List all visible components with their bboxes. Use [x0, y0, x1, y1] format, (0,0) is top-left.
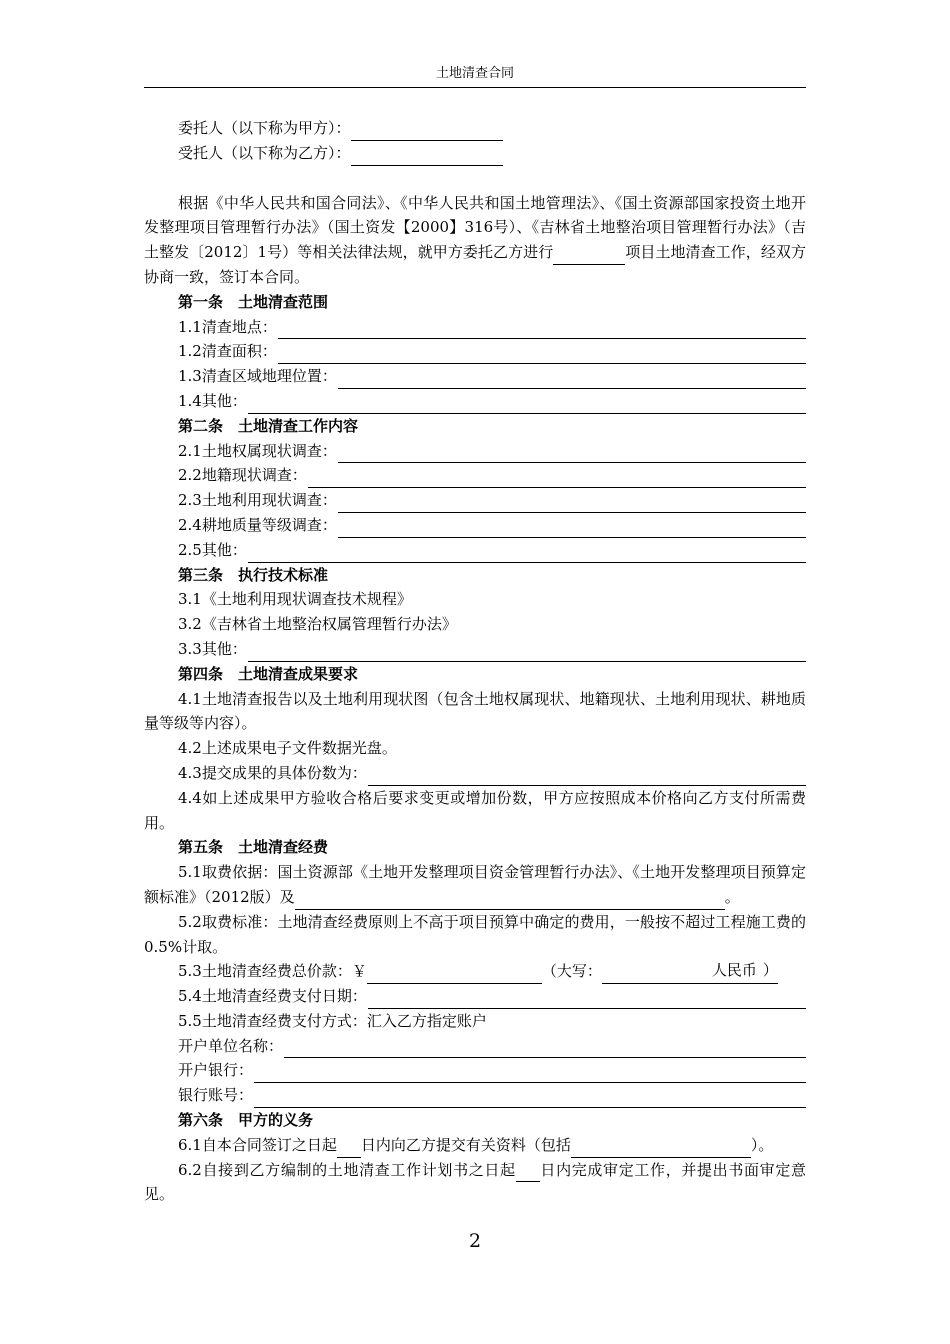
- article-3-heading: 第三条 执行技术标准: [178, 565, 329, 584]
- page-header: 土地清查合同: [435, 66, 514, 81]
- article-1-heading: 第一条 土地清查范围: [178, 292, 329, 311]
- days-blank: [516, 1163, 540, 1182]
- upper-case-label: （大写：: [541, 962, 602, 981]
- article-1-item: [144, 389, 806, 414]
- article-4-item: [144, 761, 806, 786]
- article-3-item: 3.1《土地利用现状调查技术规程》: [178, 590, 412, 609]
- fill-line: [338, 444, 806, 463]
- fill-line: [284, 1039, 806, 1058]
- fill-line: [248, 395, 806, 414]
- item-label: 6.2自接到乙方编制的土地清查工作计划书之日起: [178, 1160, 516, 1179]
- item-label: 1.3清查区域地理位置：: [178, 367, 337, 386]
- item-label: 开户银行：: [178, 1061, 254, 1080]
- article-2-item: [144, 439, 806, 464]
- article-6-item: [144, 1133, 806, 1158]
- page-number: 2: [468, 1230, 482, 1252]
- article-4-item: 4.2上述成果电子文件数据光盘。: [178, 739, 397, 758]
- fill-line: [338, 519, 806, 538]
- item-label: 2.3土地利用现状调查：: [178, 491, 337, 510]
- amount-blank: [367, 965, 542, 984]
- fill-line: [254, 1089, 806, 1108]
- project-name-blank: [553, 246, 625, 265]
- bank-line: [144, 1058, 806, 1083]
- fill-line: [278, 345, 806, 364]
- item-label: 开户单位名称：: [178, 1036, 284, 1055]
- item-label: 2.5其他：: [178, 540, 247, 559]
- fill-line: [308, 469, 806, 488]
- article-5-item-total: [144, 959, 806, 984]
- contractor-line: [144, 141, 806, 166]
- article-2-item: [144, 538, 806, 563]
- fill-line: [278, 320, 806, 339]
- fill-line: [254, 1064, 806, 1083]
- currency-unit: 人民币: [712, 958, 757, 984]
- item-end: 。: [724, 887, 740, 906]
- fill-line: [368, 990, 806, 1009]
- item-label: 5.1取费依据：国土资源部《土地开发整理项目资金管理暂行办法》、《土地开发整理项目预算定额标准》（2012版）及: [144, 863, 806, 906]
- item-label: 2.4耕地质量等级调查：: [178, 515, 337, 534]
- spacer: [144, 166, 806, 191]
- article-6-heading: 第六条 甲方的义务: [178, 1111, 314, 1130]
- article-1-item: [144, 339, 806, 364]
- article-6-item: [144, 1158, 806, 1208]
- article-4-item: 4.4如上述成果甲方验收合格后要求变更或增加份数，甲方应按照成本价格向乙方支付所需费用。: [144, 788, 806, 832]
- item-label: 日内向乙方提交有关资料（包括: [360, 1135, 571, 1154]
- article-2-heading: 第二条 土地清查工作内容: [178, 416, 359, 435]
- item-end: ）。: [750, 1135, 774, 1154]
- article-5-item-method: 5.5土地清查经费支付方式：汇入乙方指定账户: [178, 1011, 487, 1030]
- fill-line: [295, 891, 725, 910]
- article-3-item: 3.2《吉林省土地整治权属管理暂行办法》: [178, 615, 457, 634]
- item-label: 1.2清查面积：: [178, 342, 277, 361]
- article-5-item-basis: [144, 860, 806, 910]
- item-label: 银行账号：: [178, 1086, 254, 1105]
- header-rule: [144, 87, 806, 88]
- article-1-item: [144, 364, 806, 389]
- materials-blank: [571, 1139, 751, 1158]
- item-label: 3.3其他：: [178, 639, 247, 658]
- article-5-item-standard: 5.2取费标准：土地清查经费原则上不高于项目预算中确定的费用，一般按不超过工程施工费的0.5%计取。: [144, 912, 806, 956]
- article-5-heading: 第五条 土地清查经费: [178, 838, 329, 857]
- account-name-line: [144, 1034, 806, 1059]
- item-label: 4.3提交成果的具体份数为：: [178, 763, 367, 782]
- contractor-label: 受托人（以下称为乙方）：: [178, 143, 351, 162]
- item-label: 日内完成审定工作，并提出书面审定意见。: [144, 1160, 806, 1204]
- account-number-line: [144, 1083, 806, 1108]
- item-label: 1.4其他：: [178, 391, 247, 410]
- article-5-item-date: [144, 984, 806, 1009]
- preamble-text-1: 根据《中华人民共和国合同法》、《中华人民共和国土地管理法》、《国土资源部国家投资土地开发整理项目管理暂行办法》（国土资发【2000】316号）、《吉林省土地整治项目管理暂行办法》（吉土整发〔2012〕1号）等相关法律法规，就甲方委托乙方进行: [144, 193, 806, 262]
- fill-line: [338, 370, 806, 389]
- article-2-item: [144, 488, 806, 513]
- article-3-item: [144, 637, 806, 662]
- close-paren: ）: [757, 958, 778, 984]
- fill-line: [338, 494, 806, 513]
- item-label: 2.2地籍现状调查：: [178, 466, 307, 485]
- contract-body: [144, 116, 806, 1207]
- client-label: 委托人（以下称为甲方）：: [178, 119, 351, 137]
- client-blank: [351, 122, 503, 141]
- item-label: 5.4土地清查经费支付日期：: [178, 987, 367, 1006]
- preamble: [144, 191, 806, 290]
- article-4-heading: 第四条 土地清查成果要求: [178, 664, 359, 683]
- preamble-text-2: 项目土地清查工作，经双方协商一致，签订本合同。: [144, 243, 806, 286]
- item-label: 1.1清查地点：: [178, 317, 277, 336]
- upper-case-blank: [602, 965, 712, 984]
- article-2-item: [144, 513, 806, 538]
- client-line: [144, 116, 806, 141]
- article-1-item: [144, 315, 806, 340]
- fill-line: [368, 767, 806, 786]
- fill-line: [248, 544, 806, 563]
- article-2-item: [144, 463, 806, 488]
- item-label: 5.3土地清查经费总价款：￥: [178, 962, 367, 981]
- item-label: 2.1土地权属现状调查：: [178, 441, 337, 460]
- contractor-blank: [351, 147, 503, 166]
- days-blank: [337, 1139, 361, 1158]
- fill-line: [248, 643, 806, 662]
- item-label: 6.1自本合同签订之日起: [178, 1135, 337, 1154]
- article-4-item: 4.1土地清查报告以及土地利用现状图（包含土地权属现状、地籍现状、土地利用现状、耕地质量等级等内容）。: [144, 689, 806, 733]
